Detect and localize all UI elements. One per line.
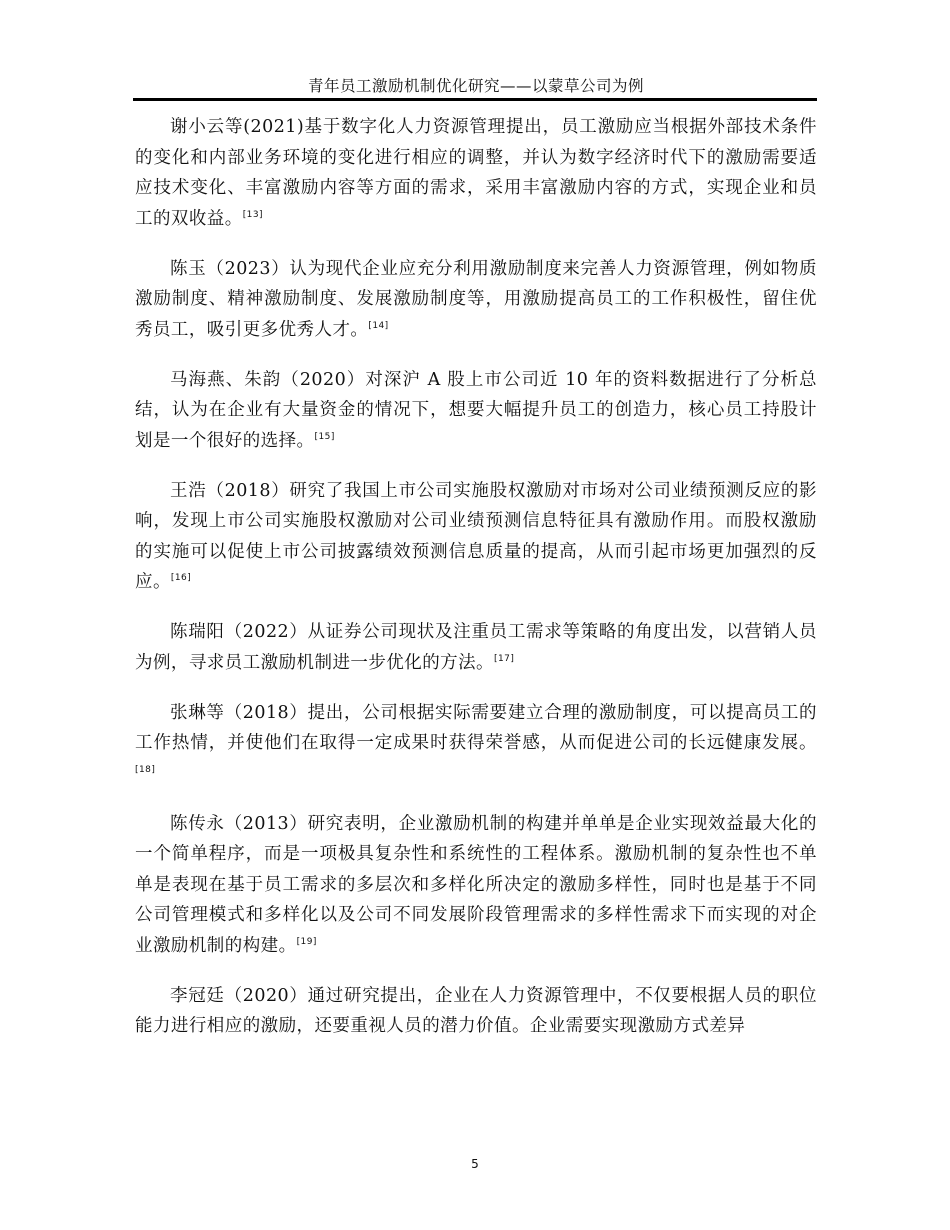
paragraph <box>135 617 817 678</box>
citation-ref: [18] <box>135 764 156 775</box>
citation-ref: [14] <box>368 320 389 331</box>
citation-ref: [16] <box>170 573 192 584</box>
paragraph <box>135 476 817 598</box>
paragraph-text: 王浩（2018）研究了我国上市公司实施股权激励对市场对公司业绩预测反应的影响，发现上市公司实施股权激励对公司业绩预测信息特征具有激励作用。而股权激励的实施可以促使上市公司披露绩效预测信息质量的提高，从而引起市场更加强烈的反应。 <box>135 480 817 592</box>
citation-ref: [13] <box>242 209 263 220</box>
paragraph <box>135 981 817 1042</box>
paragraph-text: 李冠廷（2020）通过研究提出，企业在人力资源管理中，不仅要根据人员的职位能力进行相应的激励，还要重视人员的潜力价值。企业需要实现激励方式差异 <box>135 985 817 1036</box>
paragraph-text: 谢小云等(2021)基于数字化人力资源管理提出，员工激励应当根据外部技术条件的变化和内部业务环境的变化进行相应的调整，并认为数字经济时代下的激励需要适应技术变化、丰富激励内容等方面的需求，采用丰富激励内容的方式，实现企业和员工的双收益。 <box>135 117 817 229</box>
paragraph-text: 陈瑞阳（2022）从证券公司现状及注重员工需求等策略的角度出发，以营销人员为例，寻求员工激励机制进一步优化的方法。 <box>135 622 817 673</box>
paragraph <box>135 112 817 234</box>
page-number: 5 <box>471 1157 479 1171</box>
paragraph <box>135 254 817 346</box>
citation-ref: [15] <box>314 431 335 442</box>
paragraph-text: 张琳等（2018）提出，公司根据实际需要建立合理的激励制度，可以提高员工的工作热情，并使他们在取得一定成果时获得荣誉感，从而促进公司的长远健康发展。 <box>135 702 817 753</box>
running-header: 青年员工激励机制优化研究——以蒙草公司为例 <box>307 77 644 95</box>
paragraph-text: 陈传永（2013）研究表明，企业激励机制的构建并单单是企业实现效益最大化的一个简单程序，而是一项极具复杂性和系统性的工程体系。激励机制的复杂性也不单单是表现在基于员工需求的多层次和多样化所决定的激励多样性，同时也是基于不同公司管理模式和多样化以及公司不同发展阶段管理需求的多样性需求下而实现的对企业激励机制的构建。 <box>135 813 817 956</box>
citation-ref: [17] <box>494 653 515 664</box>
paragraph-text: 马海燕、朱韵（2020）对深沪 A 股上市公司近 10 年的资料数据进行了分析总结，认为在企业有大量资金的情况下，想要大幅提升员工的创造力，核心员工持股计划是一个很好的选择。 <box>135 369 817 451</box>
citation-ref: [19] <box>296 936 317 947</box>
paragraph <box>135 698 817 790</box>
paragraph <box>135 809 817 962</box>
body-text <box>135 112 817 1061</box>
paragraph <box>135 365 817 457</box>
paragraph-text: 陈玉（2023）认为现代企业应充分利用激励制度来完善人力资源管理，例如物质激励制度、精神激励制度、发展激励制度等，用激励提高员工的工作积极性，留住优秀员工，吸引更多优秀人才。 <box>135 258 817 340</box>
header-rule <box>133 98 817 101</box>
